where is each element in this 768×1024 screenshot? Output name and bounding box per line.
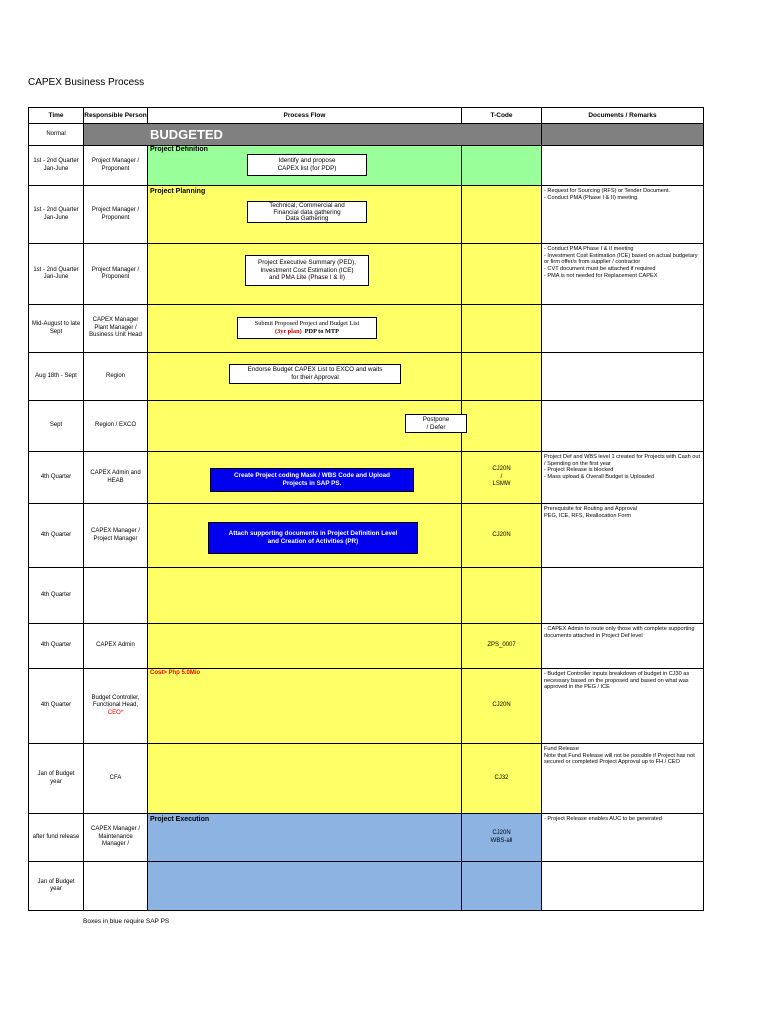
row-time: Jan of Budget year bbox=[29, 744, 84, 814]
ped-box-line: Investment Cost Estimation (ICE) bbox=[260, 266, 354, 274]
identify-box-text bbox=[278, 157, 337, 172]
cost-note: Cost> Php 5.0Mio bbox=[150, 670, 201, 676]
attach-box-line: and Creation of Activities (PR) bbox=[267, 538, 359, 545]
header-tcode: T-Code bbox=[462, 108, 542, 124]
row-person-label: Region bbox=[105, 372, 125, 379]
remark-line: Note that Fund Release will not be possible if Project has not secured or completed Project Approval up to FH / CEO bbox=[544, 752, 695, 766]
endorse-box-text bbox=[248, 366, 383, 381]
remark-line: - CAPEX Admin to route only those with complete supporting documents attached in Project Def level bbox=[544, 626, 695, 639]
endorse-box bbox=[229, 364, 401, 384]
row-tcode-part: CJ20N bbox=[492, 465, 511, 472]
row-time: 4th Quarter bbox=[29, 568, 84, 624]
header-remarks: Documents / Remarks bbox=[542, 108, 703, 124]
section-planning-label: Project Planning bbox=[150, 188, 206, 195]
budget-banner-label: BUDGETED bbox=[150, 127, 223, 142]
ped-box bbox=[245, 255, 369, 286]
row-time: Mid-August to late Sept bbox=[29, 305, 84, 353]
row-tcode-part: CJ20N bbox=[492, 829, 511, 836]
submit-box-line: (3yr plan) bbox=[275, 328, 302, 335]
gather-box-text bbox=[269, 202, 345, 223]
create-box-line: Projects in SAP PS. bbox=[282, 480, 342, 487]
remark-line: - Conduct PMA (Phase I & II) meeting. bbox=[544, 194, 639, 201]
identify-box-line: CAPEX list (for PDP) bbox=[277, 165, 337, 172]
row-tcode-part: CJ20N bbox=[492, 702, 511, 709]
header-time: Time bbox=[29, 108, 84, 124]
section-execution-label: Project Execution bbox=[150, 816, 210, 823]
ped-box-text bbox=[258, 259, 356, 282]
remark-line: PEG, ICE, RFS, Reallocation Form bbox=[544, 512, 632, 519]
row-person-label: CAPEX Admin bbox=[96, 642, 135, 649]
row-person-label: CAPEX Manager / Project Manager bbox=[90, 528, 141, 542]
remark-line: Fund Release bbox=[544, 746, 579, 752]
endorse-box-line: for their Approval bbox=[291, 374, 339, 381]
remark-line: - Conduct PMA Phase I & II meeting bbox=[544, 246, 634, 252]
remark-line: Project Def and WBS level 1 created for Projects with Cash out / Spending on the first year bbox=[544, 454, 701, 467]
row-person-label: CFA bbox=[109, 774, 122, 781]
row-tcode-part: / bbox=[500, 473, 503, 480]
postpone-box-line: Postpone bbox=[422, 415, 450, 423]
row-time: 4th Quarter bbox=[29, 504, 84, 568]
ped-box-line: Project Executive Summary (PED), bbox=[258, 259, 356, 267]
row-tcode-part: WBS-all bbox=[490, 837, 513, 844]
row-time: 4th Quarter bbox=[29, 624, 84, 669]
row-person-label: CAPEX Manager Plant Manager / Business Unit Head bbox=[89, 317, 142, 339]
row-person-label: Project Manager / Proponent bbox=[91, 158, 140, 172]
postpone-box-text bbox=[423, 416, 450, 431]
header-flow: Process Flow bbox=[148, 108, 462, 124]
remark-line: - Investment Cost Estimation (ICE) based on actual budgetary or firm offer/s from supplier / contractor bbox=[544, 252, 698, 266]
row-tcode-part: CJ32 bbox=[494, 774, 509, 781]
postpone-box bbox=[405, 414, 467, 433]
row-person-label: Budget Controller, Functional Head, bbox=[91, 694, 140, 709]
identify-box bbox=[247, 154, 367, 176]
identify-box-line: Identify and propose bbox=[278, 157, 336, 165]
row-tcode-part: CJ20N bbox=[492, 531, 511, 538]
footnote: Boxes in blue require SAP PS bbox=[83, 918, 170, 925]
document-title: CAPEX Business Process bbox=[28, 77, 145, 88]
submit-box-line: PDP to MTP bbox=[304, 328, 339, 335]
create-box-line: Create Project coding Mask / WBS Code and Upload bbox=[233, 472, 391, 480]
create-box[interactable] bbox=[210, 468, 414, 492]
submit-box-text bbox=[255, 320, 359, 335]
row-person-label: CAPEX Admin and HEAB bbox=[90, 470, 141, 484]
remark-line: - Project Release is blocked bbox=[544, 467, 614, 474]
remark-line: Prerequisite for Routing and Approval bbox=[544, 506, 637, 512]
row-tcode-part: ZPS_0007 bbox=[487, 642, 516, 649]
row-time: 1st - 2nd Quarter Jan-June bbox=[29, 146, 84, 186]
postpone-box-line: / Defer bbox=[426, 423, 446, 431]
row-time: Aug 18th - Sept bbox=[29, 353, 84, 401]
gather-box bbox=[247, 201, 367, 223]
gather-box-line: Financial data gathering bbox=[273, 209, 341, 217]
remark-line: - CVT document must be attached if required bbox=[544, 266, 656, 273]
row-person-label: Project Manager / Proponent bbox=[91, 266, 140, 280]
row-time: 4th Quarter bbox=[29, 452, 84, 504]
row-person-extra: CEO* bbox=[107, 709, 124, 716]
remark-line: - Mass upload & Overall Budget is Uploaded bbox=[544, 474, 655, 481]
remark-line: - Project Release enables AUC to be generated bbox=[544, 816, 662, 822]
row-time: after fund release bbox=[29, 814, 84, 862]
row-time: Jan of Budget year bbox=[29, 862, 84, 911]
budget-row-time: Normal bbox=[29, 124, 84, 146]
create-box-text bbox=[234, 472, 390, 488]
row-time: 4th Quarter bbox=[29, 669, 84, 744]
submit-box-line: Submit Proposed Project and Budget List bbox=[254, 320, 360, 328]
row-time: Sept bbox=[29, 401, 84, 452]
remark-line: - Budget Controller inputs breakdown of budget in CJ30 as necessary based on the proposed and based on what was approved in the PEG / ICE bbox=[544, 671, 690, 691]
row-person-label: Region / EXCO bbox=[94, 422, 137, 429]
remark-line: - PMA is not needed for Replacement CAPEX bbox=[544, 272, 658, 279]
ped-box-line: and PMA Lite (Phase I & II) bbox=[269, 274, 345, 282]
attach-box-text bbox=[229, 530, 398, 546]
header-person: Responsible Person bbox=[84, 108, 148, 124]
row-time: 1st - 2nd Quarter Jan-June bbox=[29, 244, 84, 305]
row-person-label: CAPEX Manager / Maintenance Manager / bbox=[90, 826, 141, 848]
submit-box bbox=[237, 317, 377, 339]
endorse-box-line: Endorse Budget CAPEX List to EXCO and waits bbox=[247, 366, 383, 374]
row-tcode-part: LSMW bbox=[492, 481, 511, 488]
row-time: 1st - 2nd Quarter Jan-June bbox=[29, 186, 84, 244]
attach-box-line: Attach supporting documents in Project Definition Level bbox=[228, 530, 398, 538]
row-person-label: Project Manager / Proponent bbox=[91, 207, 140, 221]
gather-box-line: Technical, Commercial and bbox=[269, 201, 345, 209]
section-definition-label: Project Definition bbox=[150, 146, 208, 153]
attach-box[interactable] bbox=[208, 522, 418, 554]
remark-line: - Request for Sourcing (RFS) or Tender Document. bbox=[544, 188, 671, 194]
gather-box-line: Data Gathering bbox=[285, 214, 329, 222]
